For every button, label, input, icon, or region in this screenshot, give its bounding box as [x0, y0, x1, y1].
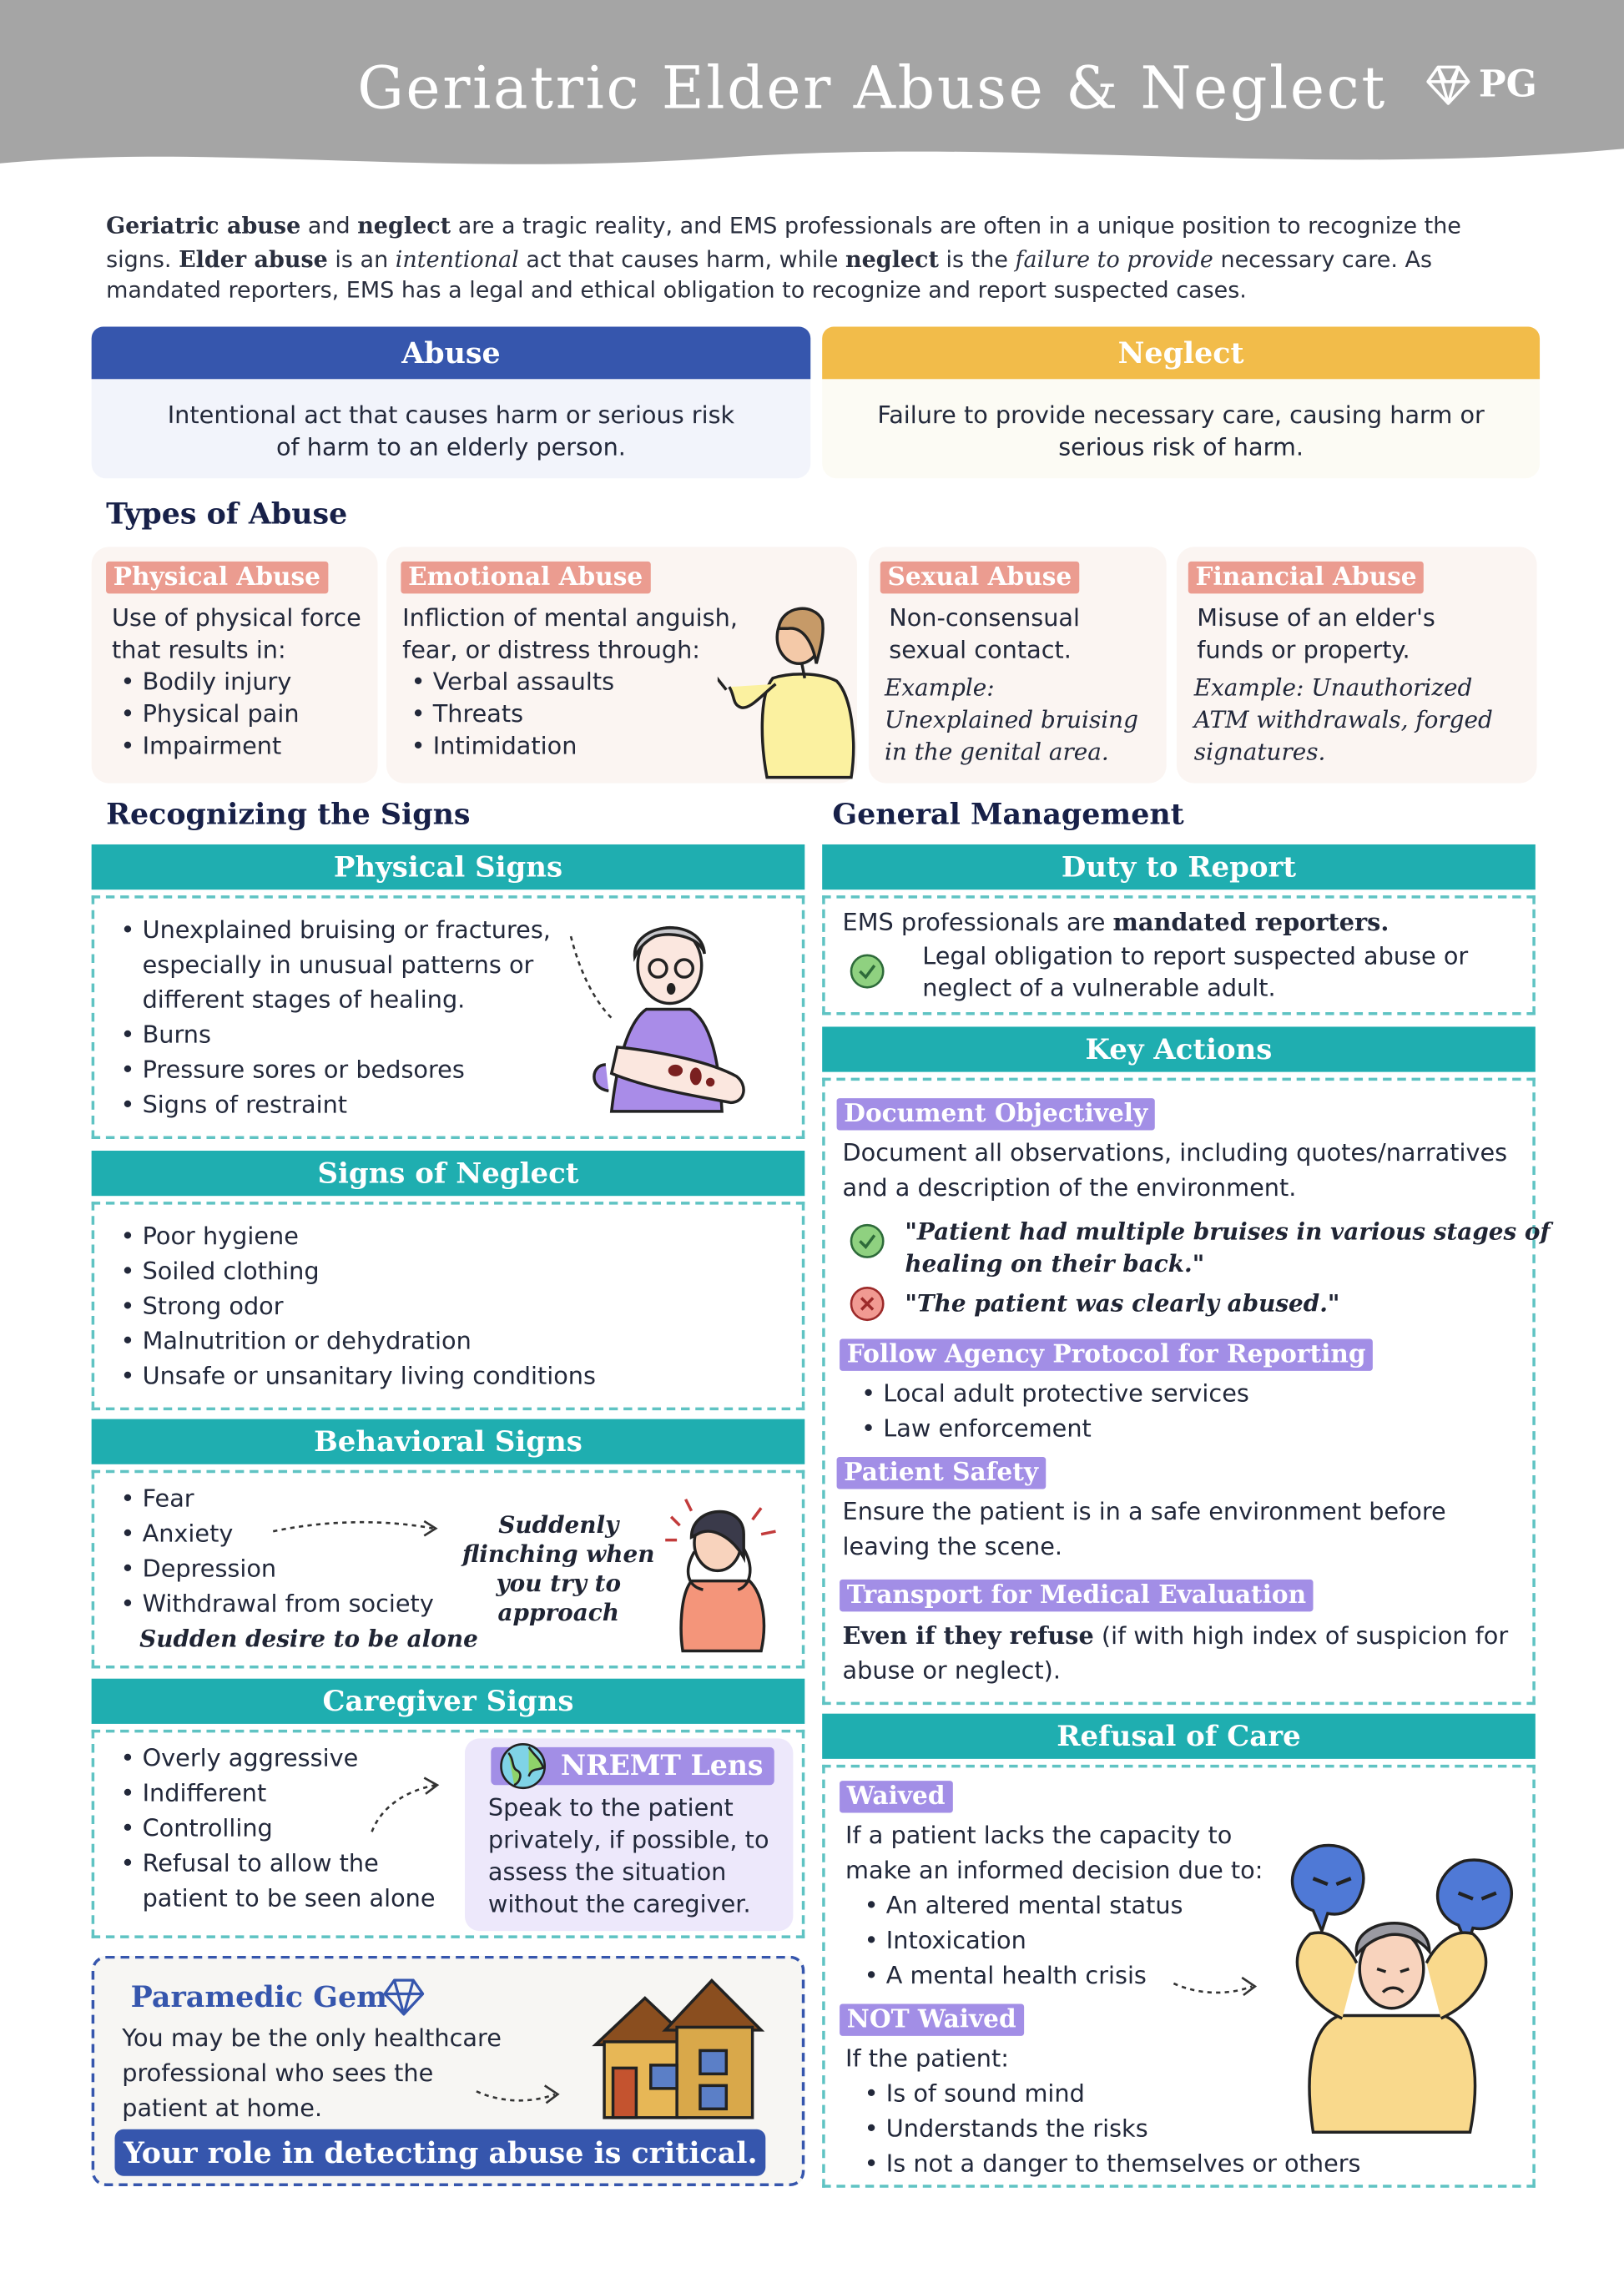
- gem-logo-icon: [1426, 64, 1470, 105]
- arrow-icon: [473, 2079, 563, 2109]
- nremt-line: without the caregiver.: [487, 1890, 751, 1918]
- intro-term-geriatric-abuse: Geriatric abuse: [106, 211, 301, 239]
- list-item: • Impairment: [113, 731, 381, 763]
- behavioral-signs-title: Behavioral Signs: [92, 1419, 805, 1464]
- sexual-abuse-example: Unexplained bruising: [885, 705, 1138, 734]
- gem-line: You may be the only healthcare: [122, 2023, 502, 2053]
- sexual-abuse-line: sexual contact.: [889, 636, 1072, 664]
- list-item: • Is not a danger to themselves or others: [857, 2147, 1409, 2182]
- waived-text: [845, 1819, 1263, 1889]
- bruised-elder-illustration: [559, 913, 791, 1129]
- paramedic-gem-title: Paramedic Gem: [130, 1978, 387, 2014]
- duty-title: Duty to Report: [822, 844, 1536, 890]
- list-item: • Law enforcement: [854, 1412, 1493, 1447]
- sexual-abuse-example: in the genital area.: [885, 738, 1109, 766]
- list-item: • Anxiety: [113, 1517, 465, 1552]
- protocol-list: [854, 1377, 1493, 1447]
- house-icon: [587, 1972, 767, 2124]
- good-example-line: healing on their back.": [905, 1249, 1205, 1278]
- financial-abuse-line: funds or property.: [1197, 636, 1410, 664]
- header: [0, 0, 1624, 172]
- list-item: • Local adult protective services: [854, 1377, 1493, 1412]
- intro-text: act that causes harm, while: [518, 245, 846, 272]
- list-item: • Fear: [113, 1482, 465, 1517]
- neglect-definition: Failure to provide necessary care, causing harm or serious risk of harm.: [822, 379, 1540, 478]
- check-icon: [849, 952, 886, 990]
- key-actions-title: Key Actions: [822, 1026, 1536, 1071]
- emotional-abuse-tag: Emotional Abuse: [401, 562, 650, 593]
- list-item: • Pressure sores or bedsores: [113, 1053, 567, 1088]
- sexual-abuse-line: Non-consensual: [889, 603, 1081, 632]
- document-line: and a description of the environment.: [842, 1173, 1297, 1202]
- emotional-abuse-line: Infliction of mental anguish,: [402, 603, 738, 632]
- list-item: • Strong odor: [113, 1289, 784, 1324]
- document-objectively-tag: Document Objectively: [837, 1098, 1155, 1130]
- waived-tag: Waived: [840, 1781, 952, 1812]
- list-item: • Controlling: [113, 1812, 465, 1847]
- callout-line: approach: [497, 1598, 620, 1626]
- physical-signs-list: [116, 913, 567, 1123]
- duty-line: [843, 907, 1389, 939]
- nremt-lens-box: [465, 1738, 793, 1931]
- neglect-signs-title: Signs of Neglect: [92, 1151, 805, 1196]
- logo-text: PG: [1478, 63, 1537, 105]
- pointing-person-illustration: [718, 593, 855, 780]
- list-item: • Withdrawal from society: [113, 1587, 465, 1622]
- callout-line: flinching when: [462, 1540, 655, 1568]
- refusal-title: Refusal of Care: [822, 1714, 1536, 1759]
- behavioral-signs-list: [116, 1482, 465, 1622]
- duty-detail-line: Legal obligation to report suspected abuse or: [922, 942, 1469, 970]
- bad-example: "The patient was clearly abused.": [905, 1289, 1340, 1318]
- transport-bold: Even if they refuse: [842, 1621, 1094, 1650]
- list-item-text: patient to be seen alone: [142, 1884, 436, 1913]
- intro-text: necessary care. As mandated reporters, EMS has a legal and ethical obligation to recognize and report suspected cases.: [106, 245, 1433, 304]
- intro-text: is the: [938, 245, 1016, 272]
- safety-line: Ensure the patient is in a safe environment before: [842, 1497, 1446, 1526]
- neglect-signs-list: [116, 1219, 784, 1394]
- transport-text: [843, 1619, 1526, 1689]
- document-text: [843, 1136, 1508, 1207]
- document-line: Document all observations, including quotes/narratives: [842, 1139, 1508, 1167]
- list-item: [113, 913, 567, 1018]
- list-item: • Indifferent: [113, 1777, 465, 1812]
- logo: [1426, 64, 1537, 105]
- financial-abuse-card: [1177, 547, 1537, 783]
- good-example: [905, 1217, 1550, 1281]
- caregiver-signs-title: Caregiver Signs: [92, 1679, 805, 1724]
- sexual-abuse-card: [869, 547, 1167, 783]
- list-item: • Soiled clothing: [113, 1254, 784, 1289]
- arrow-icon: [1171, 1972, 1261, 2001]
- globe-icon: [497, 1741, 549, 1791]
- types-heading: Types of Abuse: [106, 496, 348, 532]
- callout-line: you try to: [496, 1569, 622, 1597]
- financial-abuse-tag: Financial Abuse: [1188, 562, 1424, 593]
- list-item-text: Unexplained bruising or fractures,: [142, 915, 551, 944]
- patient-safety-tag: Patient Safety: [837, 1457, 1046, 1489]
- callout-line: Suddenly: [498, 1510, 619, 1539]
- good-example-line: "Patient had multiple bruises in various stages of: [905, 1217, 1551, 1246]
- intro-term-elder-abuse: Elder abuse: [179, 244, 328, 272]
- list-item: • Burns: [113, 1018, 567, 1053]
- waived-line: If a patient lacks the capacity to: [845, 1822, 1233, 1850]
- list-item: • Depression: [113, 1552, 465, 1587]
- transport-line: abuse or neglect).: [842, 1656, 1061, 1685]
- intro-term-neglect: neglect: [357, 211, 451, 239]
- gem-line: patient at home.: [122, 2094, 323, 2123]
- safety-text: [843, 1494, 1446, 1565]
- signs-heading: Recognizing the Signs: [106, 796, 471, 832]
- emotional-abuse-card: [386, 547, 857, 783]
- list-item: • Signs of restraint: [113, 1088, 567, 1123]
- intro-term-neglect: neglect: [845, 244, 939, 272]
- intro-text: are a tragic reality, and EMS professionals are often in a unique position to recognize the signs.: [106, 213, 1461, 272]
- list-item-text: different stages of healing.: [142, 985, 466, 1014]
- intro-paragraph: [106, 210, 1522, 307]
- gem-line: professional who sees the: [122, 2059, 434, 2088]
- list-item: • Poor hygiene: [113, 1219, 784, 1254]
- duty-bold: mandated reporters.: [1112, 908, 1389, 937]
- neglect-title: Neglect: [822, 327, 1540, 380]
- list-item: [113, 1847, 465, 1917]
- flinch-callout: [453, 1511, 663, 1628]
- intro-text: and: [300, 213, 358, 239]
- list-item: • Physical pain: [113, 698, 381, 730]
- safety-line: leaving the scene.: [842, 1532, 1063, 1561]
- physical-abuse-line: Use of physical force: [112, 603, 361, 632]
- emotional-abuse-line: fear, or distress through:: [402, 636, 700, 664]
- intro-text: is an: [327, 245, 396, 272]
- sexual-abuse-example: Example:: [885, 673, 995, 702]
- not-waived-tag: NOT Waived: [840, 2003, 1023, 2035]
- list-item-text: especially in unusual patterns or: [142, 950, 534, 979]
- financial-abuse-example: ATM withdrawals, forged: [1193, 705, 1493, 734]
- financial-abuse-line: Misuse of an elder's: [1197, 603, 1435, 632]
- flinching-person-illustration: [659, 1494, 797, 1654]
- list-item: • Unsafe or unsanitary living conditions: [113, 1359, 784, 1394]
- nremt-line: privately, if possible, to: [487, 1826, 769, 1854]
- agency-protocol-tag: Follow Agency Protocol for Reporting: [840, 1338, 1373, 1370]
- physical-abuse-line: that results in:: [112, 636, 286, 664]
- financial-abuse-example: Example: Unauthorized: [1193, 673, 1473, 702]
- list-item-text: Refusal to allow the: [142, 1849, 379, 1877]
- gem-icon: [384, 1976, 425, 2017]
- physical-abuse-card: [92, 547, 378, 783]
- paramedic-gem-text: [122, 2021, 502, 2126]
- abuse-definition: Intentional act that causes harm or serious risk of harm to an elderly person.: [92, 379, 811, 478]
- duty-detail: [922, 940, 1468, 1005]
- sexual-abuse-tag: Sexual Abuse: [880, 562, 1079, 593]
- list-item: • Threats: [404, 698, 751, 730]
- distressed-person-illustration: [1267, 1841, 1528, 2139]
- check-icon: [849, 1222, 886, 1260]
- physical-signs-title: Physical Signs: [92, 844, 805, 890]
- waived-line: make an informed decision due to:: [845, 1856, 1263, 1885]
- gem-banner: Your role in detecting abuse is critical.: [115, 2129, 767, 2176]
- list-item: • Is of sound mind: [857, 2077, 1409, 2112]
- nremt-line: Speak to the patient: [487, 1793, 734, 1822]
- intro-term-failure-to-provide: failure to provide: [1015, 245, 1213, 272]
- management-heading: General Management: [832, 796, 1184, 832]
- page-title: Geriatric Elder Abuse & Neglect: [357, 55, 1387, 123]
- list-item: • An altered mental status: [857, 1888, 1235, 1923]
- transport-line: [843, 1619, 1526, 1654]
- list-item: • Malnutrition or dehydration: [113, 1324, 784, 1359]
- list-item: • Verbal assaults: [404, 667, 751, 698]
- behavioral-extra: Sudden desire to be alone: [139, 1625, 478, 1653]
- financial-abuse-example: signatures.: [1193, 738, 1326, 766]
- x-icon: [849, 1285, 886, 1323]
- list-item: • Overly aggressive: [113, 1741, 465, 1777]
- duty-detail-line: neglect of a vulnerable adult.: [922, 974, 1276, 1002]
- intro-term-intentional: intentional: [395, 245, 519, 272]
- not-waived-line: If the patient:: [845, 2044, 1009, 2073]
- list-item: • Bodily injury: [113, 667, 381, 698]
- nremt-line: assess the situation: [487, 1857, 727, 1886]
- transport-line-text: (if with high index of suspicion for: [1093, 1621, 1509, 1650]
- list-item: • Intimidation: [404, 731, 751, 763]
- arrow-icon: [270, 1517, 445, 1540]
- list-item: • Understands the risks: [857, 2112, 1409, 2147]
- list-item: • A mental health crisis: [857, 1958, 1235, 1993]
- list-item: • Intoxication: [857, 1923, 1235, 1958]
- duty-text: EMS professionals are: [842, 908, 1113, 937]
- nremt-lens-tag: NREMT Lens: [491, 1747, 774, 1785]
- transport-tag: Transport for Medical Evaluation: [840, 1580, 1314, 1611]
- abuse-title: Abuse: [92, 327, 811, 380]
- arrow-icon: [366, 1773, 447, 1837]
- physical-abuse-tag: Physical Abuse: [106, 562, 328, 593]
